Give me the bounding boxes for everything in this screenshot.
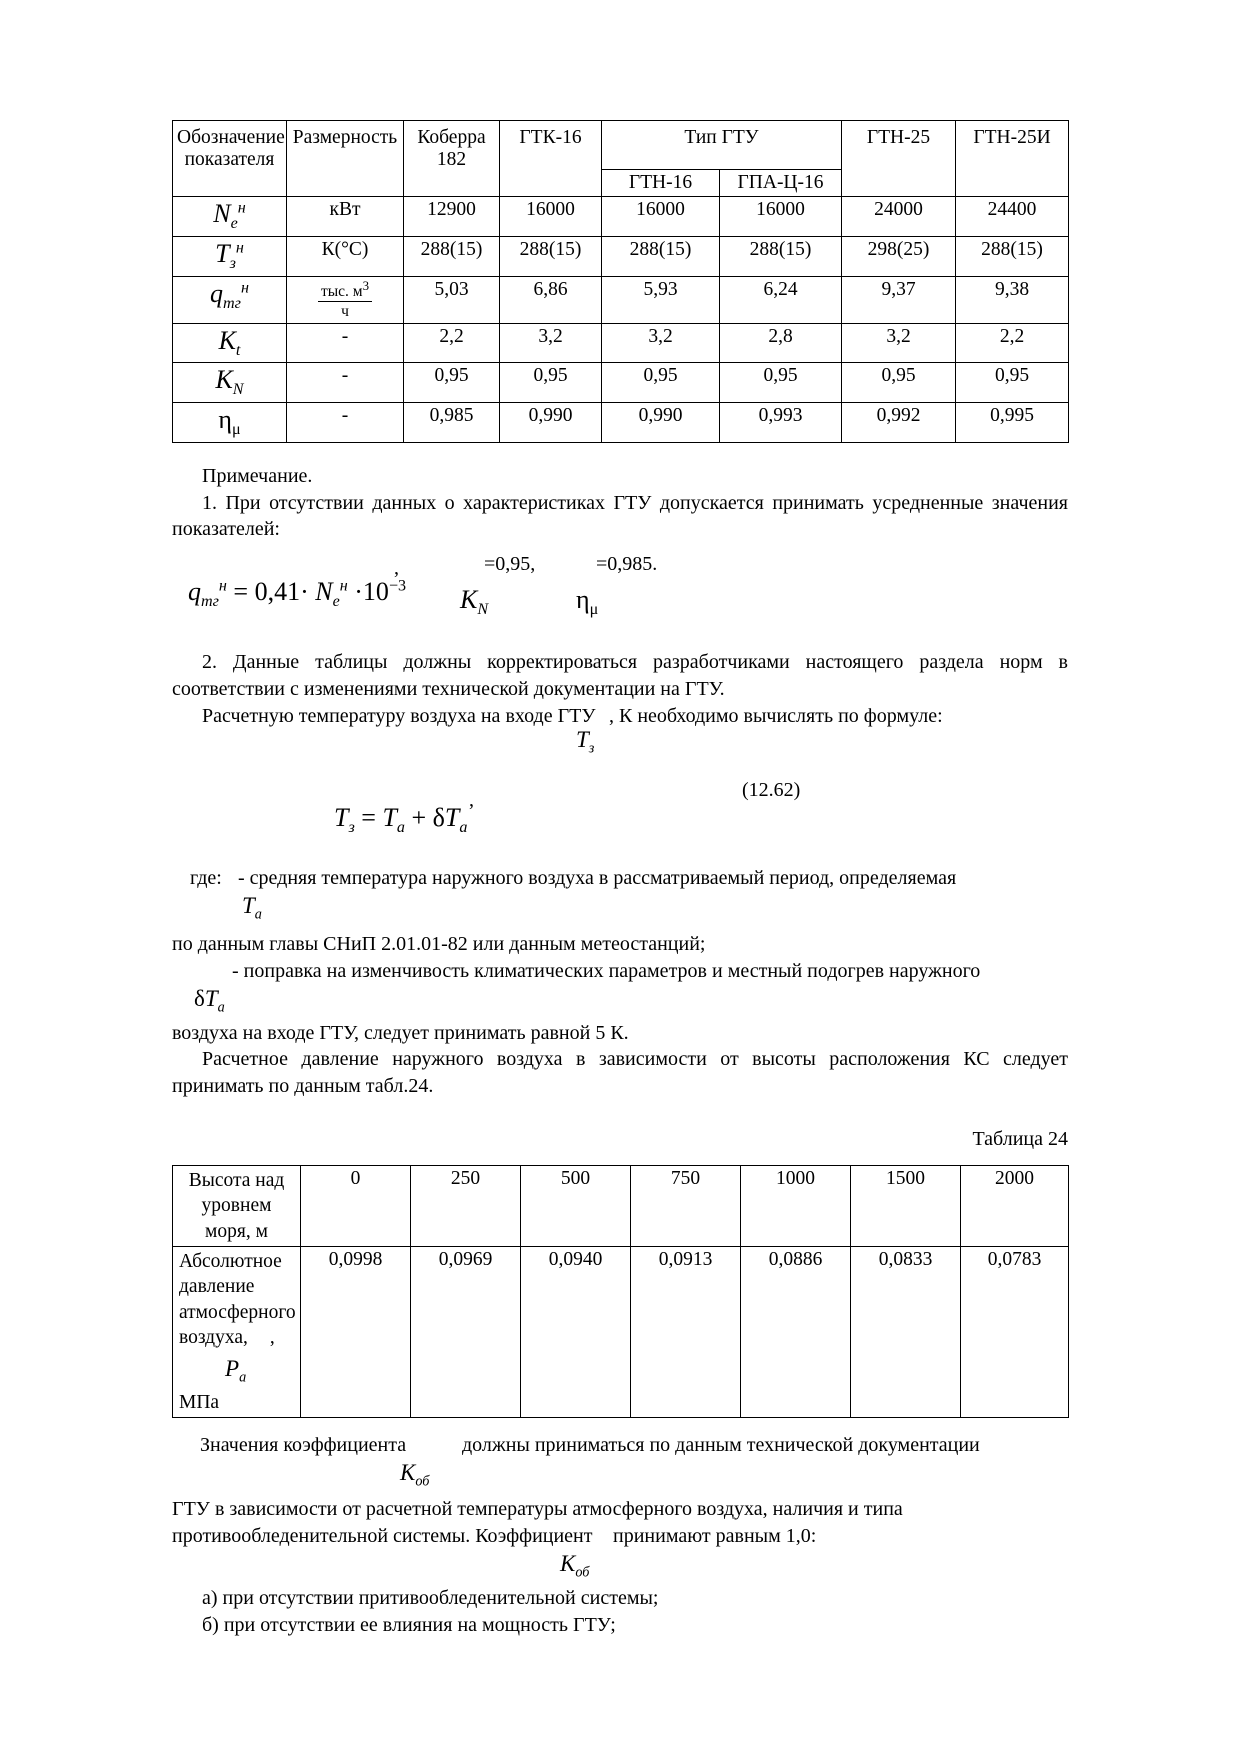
formula-comma: ,: [394, 557, 399, 580]
fraction-num-text: тыс. м: [320, 283, 363, 301]
kob-intro-block: [172, 1432, 1068, 1496]
cell-value: 298(25): [842, 237, 956, 277]
footer-list-item-a: а) при отсутствии притивообледенительной системы;: [202, 1586, 659, 1609]
where-text-4: воздуха на входе ГТУ, следует принимать равной 5 К.: [172, 1021, 629, 1044]
pressure-label-text-b: МПа: [179, 1391, 220, 1413]
row-unit: кВт: [287, 197, 404, 237]
tz-intro-text-b: , К необходимо вычислять по формуле:: [609, 704, 943, 727]
header-pressure-label: [173, 1247, 301, 1418]
gtu-characteristics-table: [172, 120, 1069, 443]
row-symbol-Tz: [173, 237, 287, 277]
cell-value: 5,03: [404, 276, 500, 323]
cell-value: 0,95: [956, 363, 1069, 403]
cell-value: 24000: [842, 197, 956, 237]
cell-pressure: 0,0783: [961, 1247, 1069, 1418]
row-unit: -: [287, 323, 404, 363]
cell-value: 6,86: [500, 276, 602, 323]
cell-pressure: 0,0998: [301, 1247, 411, 1418]
row-symbol-qtg: [173, 276, 287, 323]
cell-value: 24400: [956, 197, 1069, 237]
kob-coefficient-block: [172, 1523, 1068, 1585]
header-gpa-c-16: ГПА-Ц-16: [720, 170, 842, 197]
formula-number-12-62: (12.62): [742, 778, 801, 801]
cell-value: 0,990: [602, 403, 720, 443]
cell-value: 2,2: [404, 323, 500, 363]
kn-value-label: =0,95,: [484, 553, 536, 576]
cell-value: 9,38: [956, 276, 1069, 323]
header-koberra-182: Коберра 182: [404, 121, 500, 197]
cell-value: 0,95: [602, 363, 720, 403]
cell-value: 288(15): [404, 237, 500, 277]
cell-pressure: 0,0940: [521, 1247, 631, 1418]
fraction-num-exp: 3: [362, 277, 370, 293]
cell-pressure: 0,0886: [741, 1247, 851, 1418]
cell-altitude: 2000: [961, 1166, 1069, 1247]
symbol-delta-Ta: $\delta T_a$: [194, 985, 225, 1016]
cell-value: 5,93: [602, 276, 720, 323]
table-row: [173, 197, 1069, 237]
eta-value-label: =0,985.: [596, 553, 658, 576]
cell-altitude: 750: [631, 1166, 741, 1247]
cell-value: 2,8: [720, 323, 842, 363]
math-eta-mu: $\eta_\mu$: [218, 405, 241, 439]
formula-12-62-block: [172, 777, 1068, 851]
fraction: [318, 279, 372, 321]
where-text-3: - поправка на изменчивость климатических параметров и местный подогрев наружного: [232, 959, 981, 982]
row-symbol-Ne: [173, 197, 287, 237]
table-row: [173, 363, 1069, 403]
formula-Tz-equation: $T_з = T_a + \delta T_a$: [334, 802, 468, 837]
symbol-Tz-inline: $T_з$: [576, 726, 595, 757]
tz-intro-text-a: Расчетную температуру воздуха на входе ГТУ: [202, 704, 596, 727]
cell-value: 16000: [602, 197, 720, 237]
cell-value: 9,37: [842, 276, 956, 323]
note-item-4: Расчетное давление наружного воздуха в зависимости от высоты расположения КС следует принимать по данным табл.24.: [172, 1048, 1068, 1098]
header-indicator-designation: Обозначение показателя: [173, 121, 287, 197]
cell-value: 0,95: [500, 363, 602, 403]
header-gtn-25: ГТН-25: [842, 121, 956, 197]
cell-value: 0,992: [842, 403, 956, 443]
header-gtn-25i: ГТН-25И: [956, 121, 1069, 197]
header-dimension: Размерность: [287, 121, 404, 197]
cell-pressure: 0,0833: [851, 1247, 961, 1418]
cell-value: 288(15): [956, 237, 1069, 277]
kob-text-p2: ГТУ в зависимости от расчетной температуры атмосферного воздуха, наличия и типа: [172, 1497, 903, 1520]
where-text-1: - средняя температура наружного воздуха в рассматриваемый период, определяемая: [238, 866, 957, 889]
cell-value: 0,993: [720, 403, 842, 443]
cell-value: 0,985: [404, 403, 500, 443]
cell-value: 16000: [720, 197, 842, 237]
cell-value: 12900: [404, 197, 500, 237]
cell-altitude: 1000: [741, 1166, 851, 1247]
table-row: [173, 323, 1069, 363]
table-24-caption: Таблица 24: [972, 1128, 1068, 1151]
where-label: где:: [190, 866, 222, 889]
table-row: [173, 1166, 1069, 1247]
note-item-1: 1. При отсутствии данных о характеристиках ГТУ допускается принимать усредненные значения показателей:: [172, 491, 1068, 541]
fraction-denominator: ч: [341, 303, 349, 321]
note-title: Примечание.: [202, 464, 313, 487]
note-item-2: 2. Данные таблицы должны корректироваться разработчиками настоящего раздела норм в соответствии с изменениями технической документации на ГТУ.: [172, 651, 1068, 701]
row-unit: К(°С): [287, 237, 404, 277]
fraction-numerator: [318, 279, 372, 303]
cell-value: 3,2: [842, 323, 956, 363]
cell-value: 0,95: [404, 363, 500, 403]
kob-text-p3-b: принимают равным 1,0:: [613, 1524, 817, 1547]
cell-value: 6,24: [720, 276, 842, 323]
symbol-Pa: $P_a$: [225, 1356, 247, 1387]
cell-pressure: 0,0969: [411, 1247, 521, 1418]
row-symbol-KN: [173, 363, 287, 403]
tz-intro-block: [172, 703, 1068, 763]
cell-value: 288(15): [602, 237, 720, 277]
header-altitude-label: Высота над уровнем моря, м: [173, 1166, 301, 1247]
row-unit-fraction: [287, 276, 404, 323]
kob-text-p3-a: противообледенительной системы. Коэффициент: [172, 1524, 593, 1547]
cell-altitude: 250: [411, 1166, 521, 1247]
row-symbol-eta: [173, 403, 287, 443]
header-gtn-16: ГТН-16: [602, 170, 720, 197]
cell-value: 3,2: [500, 323, 602, 363]
formula-comma-2: ,: [469, 788, 474, 811]
cell-value: 16000: [500, 197, 602, 237]
row-unit: -: [287, 403, 404, 443]
cell-value: 0,95: [842, 363, 956, 403]
cell-altitude: 0: [301, 1166, 411, 1247]
page-content: [172, 120, 1068, 1638]
symbol-Kob-1: $K_{об}$: [400, 1459, 430, 1490]
row-unit: -: [287, 363, 404, 403]
where-ta-block: [172, 865, 1068, 931]
row-symbol-Kt: [173, 323, 287, 363]
altitude-pressure-table: [172, 1165, 1069, 1418]
where-text-2: по данным главы СНиП 2.01.01-82 или данным метеостанций;: [172, 932, 706, 955]
header-gtu-type-group: Тип ГТУ: [602, 121, 842, 170]
footer-list-item-b: б) при отсутствии ее влияния на мощность ГТУ;: [202, 1613, 616, 1636]
symbol-Kob-2: $K_{об}$: [560, 1550, 590, 1581]
cell-value: 288(15): [500, 237, 602, 277]
table-row: [173, 1247, 1069, 1418]
symbol-KN: $K_N$: [460, 585, 489, 619]
math-Kt: $K_t$: [218, 325, 241, 359]
cell-value: 288(15): [720, 237, 842, 277]
table-header-row-1: [173, 121, 1069, 170]
pressure-label-text-a: Абсолютное давление атмосферного воздуха,: [179, 1251, 296, 1349]
where-dta-block: [172, 958, 1068, 1020]
cell-pressure: 0,0913: [631, 1247, 741, 1418]
math-qtg: $q_{тг}^н$: [210, 278, 249, 313]
table-row: [173, 276, 1069, 323]
cell-altitude: 1500: [851, 1166, 961, 1247]
math-KN: $K_N$: [215, 365, 244, 399]
math-Ne: $N_e^н$: [213, 199, 246, 233]
kob-text-b: должны приниматься по данным технической документации: [462, 1433, 980, 1456]
symbol-Ta: $T_a$: [242, 892, 262, 923]
symbol-eta-mu: $\eta_\mu$: [576, 585, 599, 619]
table-row: [173, 237, 1069, 277]
math-Tz: $T_з^н$: [215, 239, 244, 273]
cell-value: 0,95: [720, 363, 842, 403]
cell-value: 0,995: [956, 403, 1069, 443]
header-gtk-16: ГТК-16: [500, 121, 602, 197]
cell-value: 2,2: [956, 323, 1069, 363]
formula-q-average: $q_{тг}^н = 0,41\cdot N_e^н \cdot 10^{-3}$: [188, 577, 407, 611]
table-row: [173, 403, 1069, 443]
average-values-formula-block: [172, 551, 1068, 635]
cell-altitude: 500: [521, 1166, 631, 1247]
kob-text-a: Значения коэффициента: [200, 1433, 407, 1456]
cell-value: 3,2: [602, 323, 720, 363]
cell-value: 0,990: [500, 403, 602, 443]
pressure-label-comma: ,: [269, 1327, 275, 1349]
